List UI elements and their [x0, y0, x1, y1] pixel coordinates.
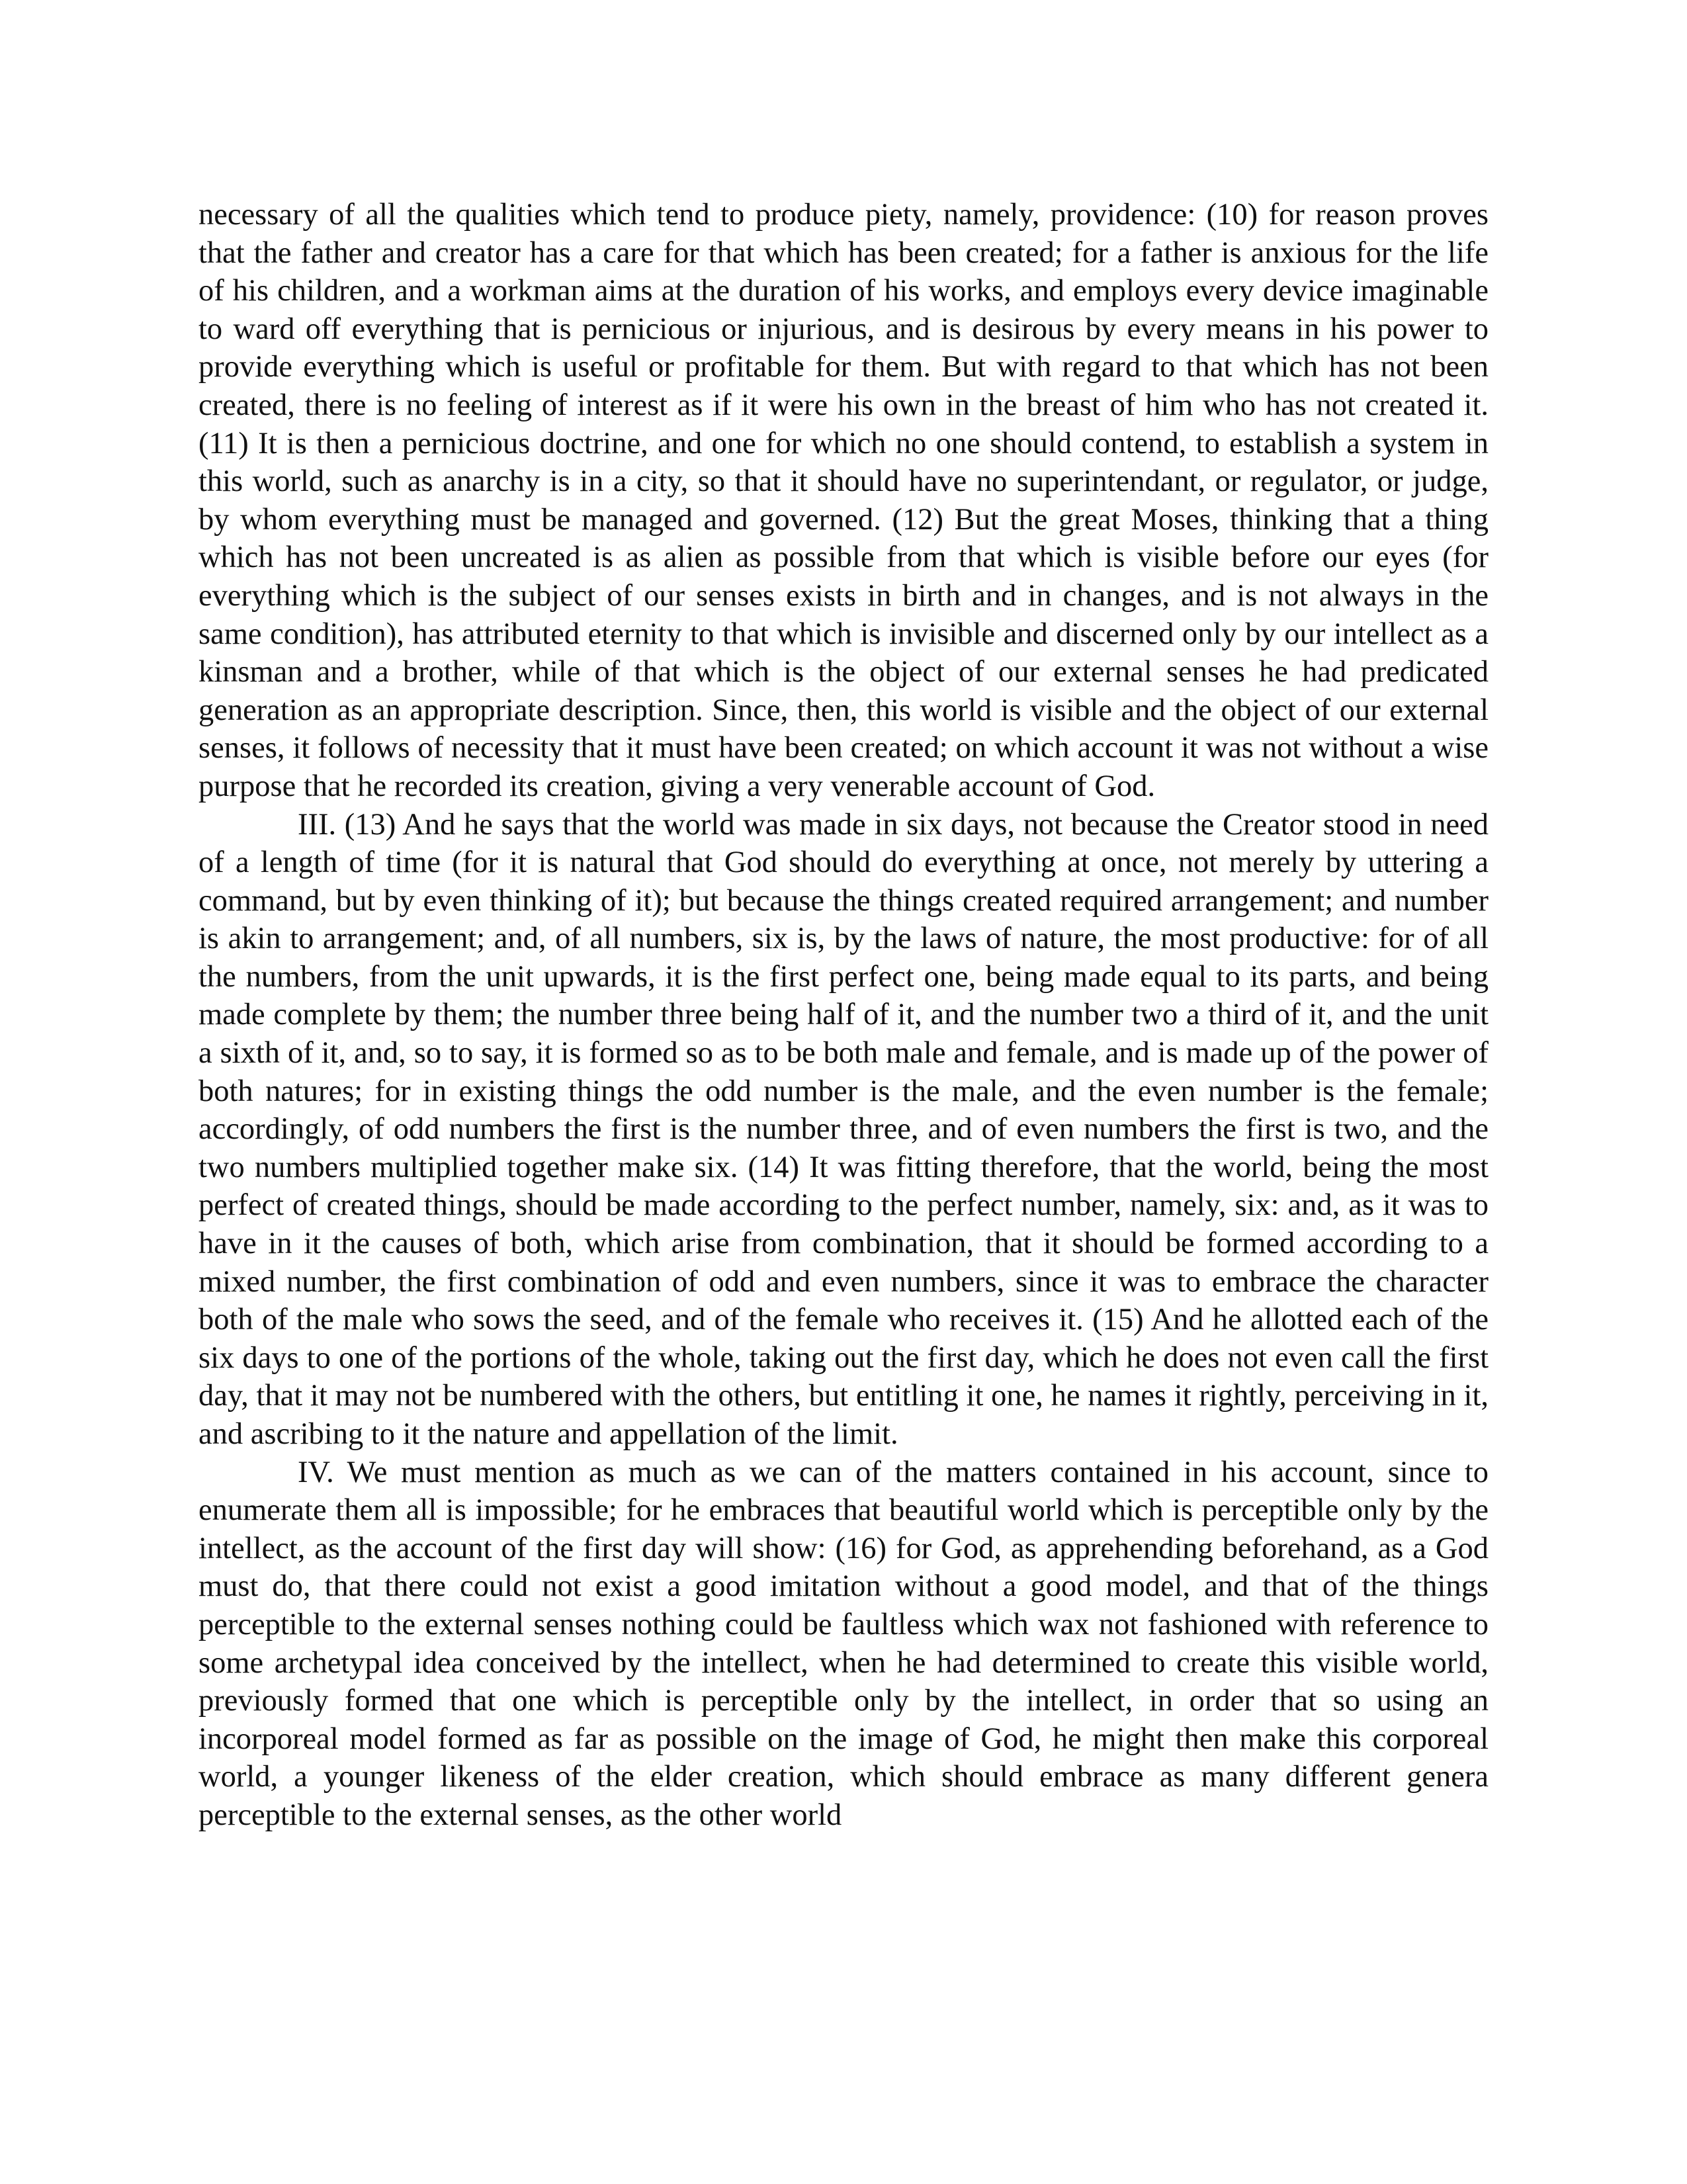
paragraph-section-iii: III. (13) And he says that the world was made in six days, not because the Creator stood in need of a length of time (for it is natural that God should do everything at once, not merely by uttering a command, but by even thinking of it); but because the things created required arrangement; and number is akin to arrangement; and, of all numbers, six is, by the laws of nature, the most productive: for of all the numbers, from the unit upwards, it is the first perfect one, being made equal to its parts, and being made complete by them; the number three being half of it, and the number two a third of it, and the unit a sixth of it, and, so to say, it is formed so as to be both male and female, and is made up of the power of both natures; for in existing things the odd number is the male, and the even number is the female; accordingly, of odd numbers the first is the number three, and of even numbers the first is two, and the two numbers multiplied together make six. (14) It was fitting therefore, that the world, being the most perfect of created things, should be made according to the perfect number, namely, six: and, as it was to have in it the causes of both, which arise from combination, that it should be formed according to a mixed number, the first combination of odd and even numbers, since it was to embrace the character both of the male who sows the seed, and of the female who receives it. (15) And he allotted each of the six days to one of the portions of the whole, taking out the first day, which he does not even call the first day, that it may not be numbered with the others, but entitling it one, he names it rightly, perceiving in it, and ascribing to it the nature and appellation of the limit. — [198, 807, 1489, 1451]
paragraph-section-iv: IV. We must mention as much as we can of the matters contained in his account, since to enumerate them all is impossible; for he embraces that beautiful world which is perceptible only by the intellect, as the account of the first day will show: (16) for God, as apprehending beforehand, as a God must do, that there could not exist a good imitation without a good model, and that of the things perceptible to the external senses nothing could be faultless which wax not fashioned with reference to some archetypal idea conceived by the intellect, when he had determined to create this visible world, previously formed that one which is perceptible only by the intellect, in order that so using an incorporeal model formed as far as possible on the image of God, he might then make this corporeal world, a younger likeness of the elder creation, which should embrace as many different genera perceptible to the external senses, as the other world — [198, 1455, 1489, 1832]
paragraph-providence: necessary of all the qualities which tend to produce piety, namely, providence: (10) for reason proves that the father and creator has a care for that which has been created; for a father is anxious for the life of his children, and a workman aims at the duration of his works, and employs every device imaginable to ward off everything that is pernicious or injurious, and is desirous by every means in his power to provide everything which is useful or profitable for them. But with regard to that which has not been created, there is no feeling of interest as if it were his own in the breast of him who has not created it. (11) It is then a pernicious doctrine, and one for which no one should contend, to establish a system in this world, such as anarchy is in a city, so that it should have no superintendant, or regulator, or judge, by whom everything must be managed and governed. (12) But the great Moses, thinking that a thing which has not been uncreated is as alien as possible from that which is visible before our eyes (for everything which is the subject of our senses exists in birth and in changes, and is not always in the same condition), has attributed eternity to that which is invisible and discerned only by our intellect as a kinsman and a brother, while of that which is the object of our external senses he had predicated generation as an appropriate description. Since, then, this world is visible and the object of our external senses, it follows of necessity that it must have been created; on which account it was not without a wise purpose that he recorded its creation, giving a very venerable account of God. — [198, 198, 1489, 803]
document-page — [198, 196, 1489, 1835]
